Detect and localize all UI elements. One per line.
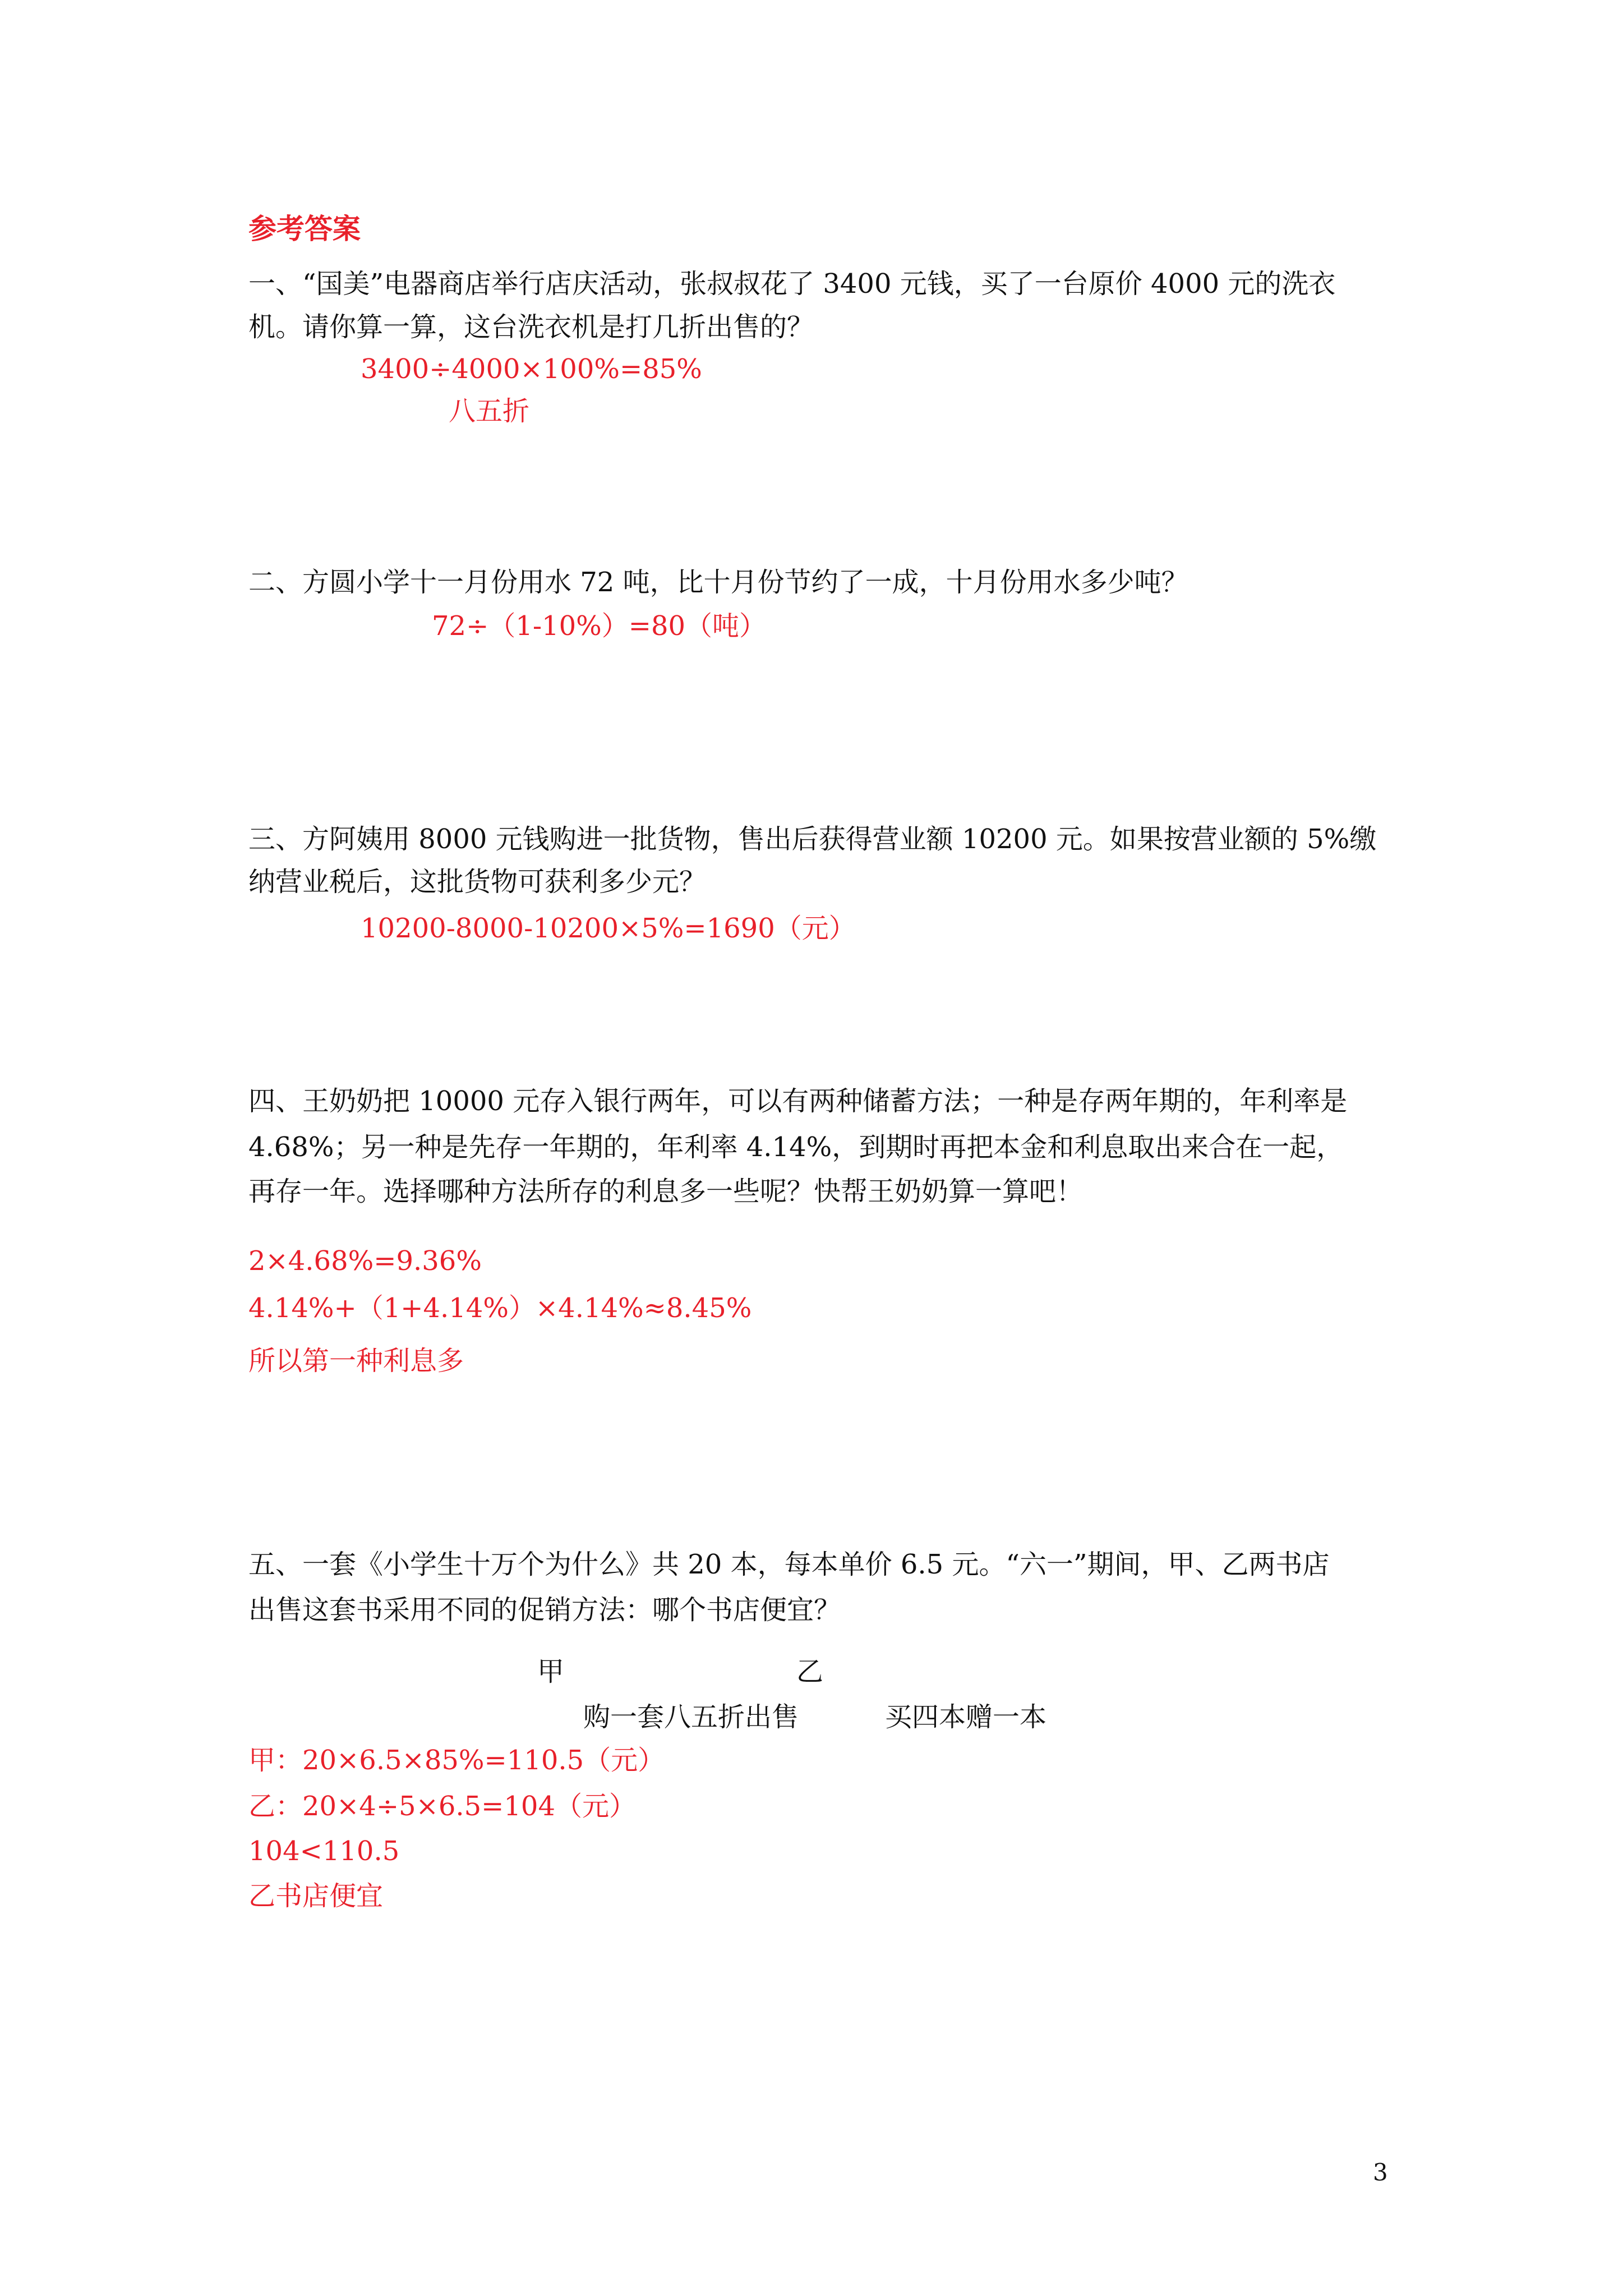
q1-text-line2: 机。请你算一算，这台洗衣机是打几折出售的？ <box>248 311 814 343</box>
q1-text-line1: 一、“国美”电器商店举行店庆活动，张叔叔花了 3400 元钱，买了一台原价 4000 元的洗衣 <box>248 268 1336 300</box>
q4-conclusion: 所以第一种利息多 <box>248 1345 464 1377</box>
q2-text-line1: 二、方圆小学十一月份用水 72 吨，比十月份节约了一成，十月份用水多少吨？ <box>248 567 1188 598</box>
store-b-label: 乙 <box>796 1656 824 1687</box>
q5-answer-store-b: 乙：20×4÷5×6.5=104（元） <box>248 1791 636 1822</box>
q4-text-line2: 4.68%；另一种是先存一年期的，年利率 4.14%，到期时再把本金和利息取出来合在一起， <box>248 1131 1344 1163</box>
q2-answer-formula: 72÷（1-10%）=80（吨） <box>432 610 767 642</box>
page-number: 3 <box>1373 2159 1388 2186</box>
answer-title: 参考答案 <box>248 212 361 245</box>
store-a-label: 甲 <box>537 1656 565 1687</box>
q5-answer-comparison: 104<110.5 <box>248 1835 400 1867</box>
q1-answer-formula: 3400÷4000×100%=85% <box>361 353 702 385</box>
q4-answer-line2: 4.14%+（1+4.14%）×4.14%≈8.45% <box>248 1292 752 1324</box>
q5-text-line2: 出售这套书采用不同的促销方法：哪个书店便宜？ <box>248 1594 841 1626</box>
q5-answer-store-a: 甲：20×6.5×85%=110.5（元） <box>248 1745 665 1776</box>
q5-text-line1: 五、一套《小学生十万个为什么》共 20 本，每本单价 6.5 元。“六一”期间，甲、乙两书店 <box>248 1549 1330 1580</box>
q4-answer-line1: 2×4.68%=9.36% <box>248 1245 482 1277</box>
q5-conclusion: 乙书店便宜 <box>248 1880 384 1912</box>
store-a-promotion: 购一套八五折出售 <box>583 1701 799 1733</box>
q1-answer-result: 八五折 <box>449 395 530 427</box>
q4-text-line1: 四、王奶奶把 10000 元存入银行两年，可以有两种储蓄方法；一种是存两年期的，年利率是 <box>248 1085 1348 1117</box>
q3-text-line1: 三、方阿姨用 8000 元钱购进一批货物，售出后获得营业额 10200 元。如果按营业额的 5%缴 <box>248 823 1377 855</box>
store-b-promotion: 买四本赠一本 <box>885 1701 1047 1733</box>
q4-text-line3: 再存一年。选择哪种方法所存的利息多一些呢？快帮王奶奶算一算吧！ <box>248 1176 1083 1207</box>
q3-text-line2: 纳营业税后，这批货物可获利多少元？ <box>248 866 707 898</box>
q3-answer-formula: 10200-8000-10200×5%=1690（元） <box>361 913 856 944</box>
